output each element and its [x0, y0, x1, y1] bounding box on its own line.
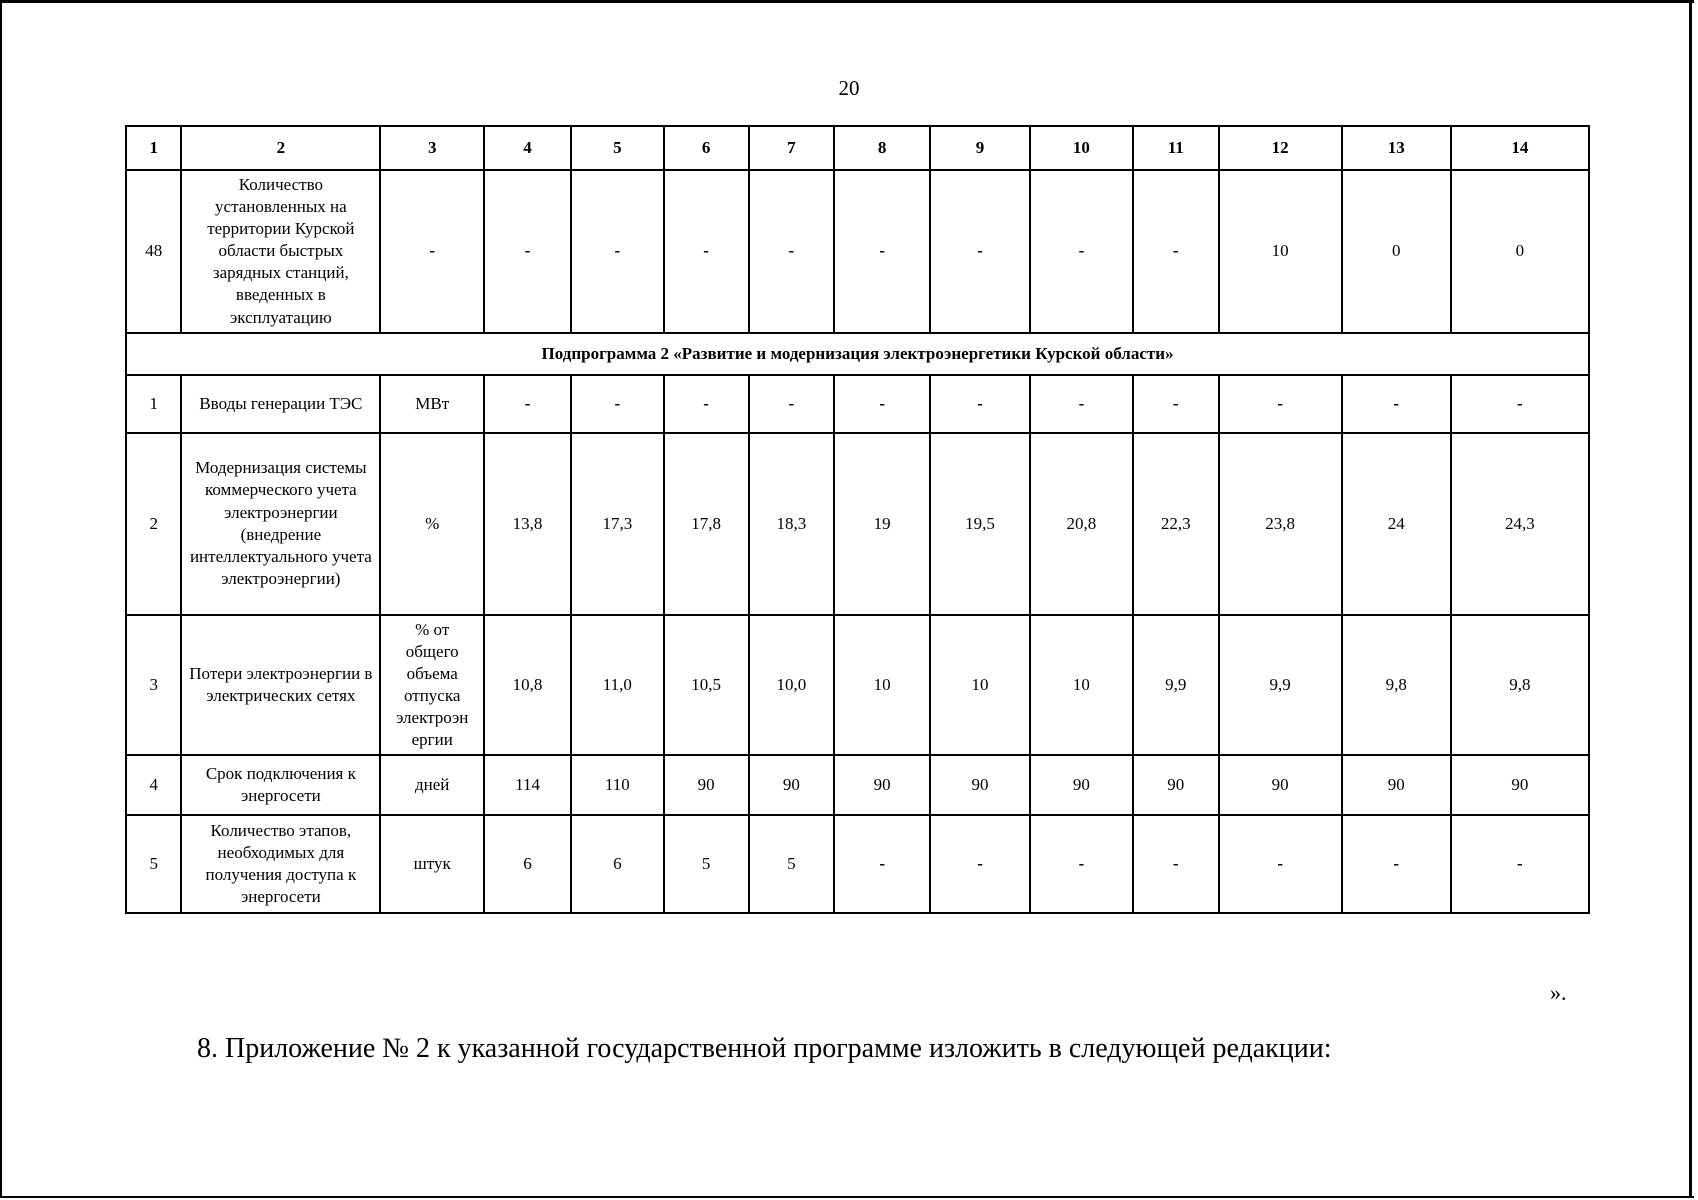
value-cell: -: [484, 375, 571, 433]
value-cell: 24: [1342, 433, 1451, 615]
value-cell: 20,8: [1030, 433, 1133, 615]
column-header-6: 6: [664, 126, 749, 170]
value-cell: -: [1451, 815, 1589, 913]
value-cell: 5: [749, 815, 835, 913]
value-cell: 9,9: [1133, 615, 1219, 756]
row-number-cell: 48: [126, 170, 181, 333]
value-cell: 19: [834, 433, 930, 615]
value-cell: 9,8: [1451, 615, 1589, 756]
value-cell: 23,8: [1219, 433, 1342, 615]
value-cell: -: [930, 375, 1030, 433]
indicator-name-cell: Потери электроэнергии в электрических сетях: [181, 615, 380, 756]
value-cell: 24,3: [1451, 433, 1589, 615]
value-cell: 114: [484, 755, 571, 815]
value-cell: -: [1133, 170, 1219, 333]
value-cell: -: [1030, 815, 1133, 913]
value-cell: -: [664, 375, 749, 433]
unit-cell: МВт: [380, 375, 484, 433]
table-row: [126, 433, 1589, 615]
value-cell: 19,5: [930, 433, 1030, 615]
value-cell: 10,5: [664, 615, 749, 756]
value-cell: -: [834, 815, 930, 913]
value-cell: 9,9: [1219, 615, 1342, 756]
table-row: [126, 615, 1589, 756]
value-cell: 10,0: [749, 615, 835, 756]
column-header-12: 12: [1219, 126, 1342, 170]
value-cell: 10: [1219, 170, 1342, 333]
table-row: [126, 815, 1589, 913]
indicators-table: [125, 125, 1590, 914]
column-header-11: 11: [1133, 126, 1219, 170]
value-cell: -: [930, 170, 1030, 333]
value-cell: 22,3: [1133, 433, 1219, 615]
value-cell: 90: [930, 755, 1030, 815]
table-header-row: [126, 126, 1589, 170]
row-number-cell: 3: [126, 615, 181, 756]
value-cell: -: [1030, 170, 1133, 333]
column-header-14: 14: [1451, 126, 1589, 170]
indicator-name-cell: Количество установленных на территории Курской области быстрых зарядных станций, введенных в эксплуатацию: [181, 170, 380, 333]
value-cell: -: [484, 170, 571, 333]
value-cell: -: [930, 815, 1030, 913]
value-cell: -: [664, 170, 749, 333]
column-header-9: 9: [930, 126, 1030, 170]
unit-cell: %: [380, 433, 484, 615]
value-cell: -: [1342, 815, 1451, 913]
table-row: [126, 375, 1589, 433]
value-cell: 10: [834, 615, 930, 756]
value-cell: 11,0: [571, 615, 664, 756]
row-number-cell: 5: [126, 815, 181, 913]
column-header-10: 10: [1030, 126, 1133, 170]
value-cell: -: [749, 170, 835, 333]
value-cell: -: [1219, 815, 1342, 913]
indicator-name-cell: Количество этапов, необходимых для получения доступа к энергосети: [181, 815, 380, 913]
column-header-5: 5: [571, 126, 664, 170]
value-cell: 6: [484, 815, 571, 913]
indicator-name-cell: Вводы генерации ТЭС: [181, 375, 380, 433]
unit-cell: дней: [380, 755, 484, 815]
value-cell: 10: [1030, 615, 1133, 756]
subprogram-row: [126, 333, 1589, 375]
value-cell: 13,8: [484, 433, 571, 615]
value-cell: -: [1133, 375, 1219, 433]
column-header-7: 7: [749, 126, 835, 170]
value-cell: -: [1133, 815, 1219, 913]
value-cell: 10,8: [484, 615, 571, 756]
value-cell: 90: [664, 755, 749, 815]
value-cell: -: [834, 170, 930, 333]
value-cell: 90: [1451, 755, 1589, 815]
column-header-4: 4: [484, 126, 571, 170]
indicator-name-cell: Модернизация системы коммерческого учета электроэнергии (внедрение интеллектуального учета электроэнергии): [181, 433, 380, 615]
value-cell: -: [571, 170, 664, 333]
value-cell: -: [1219, 375, 1342, 433]
page-number: 20: [838, 76, 860, 100]
value-cell: 90: [1133, 755, 1219, 815]
subprogram-title-cell: Подпрограмма 2 «Развитие и модернизация электроэнергетики Курской области»: [126, 333, 1589, 375]
value-cell: 90: [1219, 755, 1342, 815]
instruction-paragraph: 8. Приложение № 2 к указанной государственной программе изложить в следующей редакции:: [197, 1033, 1332, 1064]
value-cell: 90: [834, 755, 930, 815]
column-header-1: 1: [126, 126, 181, 170]
value-cell: 90: [749, 755, 835, 815]
column-header-13: 13: [1342, 126, 1451, 170]
value-cell: 6: [571, 815, 664, 913]
row-number-cell: 1: [126, 375, 181, 433]
column-header-8: 8: [834, 126, 930, 170]
value-cell: 18,3: [749, 433, 835, 615]
value-cell: 0: [1451, 170, 1589, 333]
row-number-cell: 4: [126, 755, 181, 815]
value-cell: -: [834, 375, 930, 433]
value-cell: -: [1342, 375, 1451, 433]
value-cell: 5: [664, 815, 749, 913]
value-cell: -: [380, 170, 484, 333]
value-cell: 90: [1342, 755, 1451, 815]
table-row: [126, 170, 1589, 333]
value-cell: 17,3: [571, 433, 664, 615]
closing-quote: ».: [1550, 980, 1567, 1005]
value-cell: 0: [1342, 170, 1451, 333]
value-cell: 17,8: [664, 433, 749, 615]
unit-cell: % от общего объема отпуска электроэн ергии: [380, 615, 484, 756]
value-cell: -: [1451, 375, 1589, 433]
unit-cell: штук: [380, 815, 484, 913]
column-header-2: 2: [181, 126, 380, 170]
value-cell: 10: [930, 615, 1030, 756]
value-cell: 90: [1030, 755, 1133, 815]
row-number-cell: 2: [126, 433, 181, 615]
value-cell: -: [1030, 375, 1133, 433]
value-cell: 9,8: [1342, 615, 1451, 756]
value-cell: -: [749, 375, 835, 433]
value-cell: 110: [571, 755, 664, 815]
indicator-name-cell: Срок подключения к энергосети: [181, 755, 380, 815]
value-cell: -: [571, 375, 664, 433]
column-header-3: 3: [380, 126, 484, 170]
table-row: [126, 755, 1589, 815]
page-frame-right-edge: [1689, 0, 1692, 1198]
